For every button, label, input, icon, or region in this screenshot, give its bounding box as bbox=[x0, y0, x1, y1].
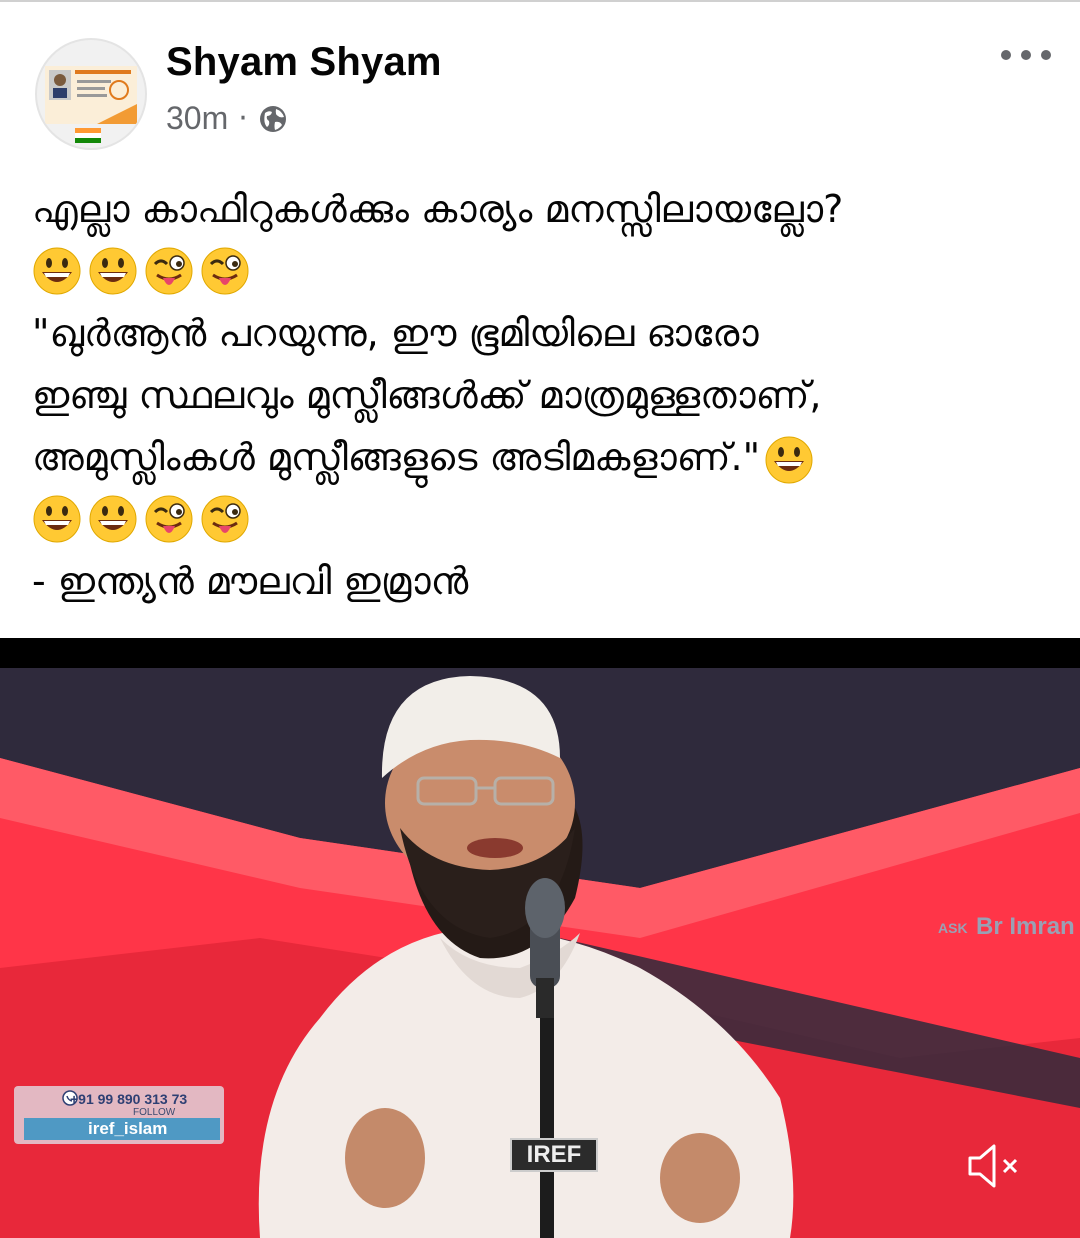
caption-line-with-emoji bbox=[32, 426, 1052, 488]
winking-tongue-face-icon bbox=[144, 494, 194, 544]
grinning-face-icon bbox=[88, 494, 138, 544]
watermark-prefix: ASK bbox=[938, 920, 968, 936]
grinning-face-icon bbox=[764, 435, 814, 485]
channel-watermark: Br Imran bbox=[976, 913, 1075, 940]
grinning-face-icon bbox=[32, 494, 82, 544]
video-player[interactable] bbox=[0, 638, 1080, 1238]
post-timestamp[interactable]: 30m bbox=[166, 100, 229, 136]
more-options-icon[interactable] bbox=[996, 40, 1056, 70]
follow-label: FOLLOW bbox=[133, 1107, 176, 1118]
post-header bbox=[0, 0, 1080, 160]
social-handle: iref_islam bbox=[88, 1119, 168, 1138]
phone-number: +91 99 890 313 73 bbox=[70, 1091, 188, 1107]
caption-attribution: - ഇന്ത്യൻ മൗലവി ഇമ്രാൻ bbox=[32, 559, 469, 603]
speaker-muted-icon[interactable] bbox=[960, 1138, 1024, 1194]
winking-tongue-face-icon bbox=[200, 246, 250, 296]
grinning-face-icon bbox=[32, 246, 82, 296]
caption-line: എല്ലാ കാഫിറുകൾക്കും കാര്യം മനസ്സിലായല്ലോ? bbox=[32, 187, 844, 231]
globe-icon bbox=[258, 104, 288, 134]
post-meta bbox=[166, 100, 288, 137]
meta-separator: · bbox=[238, 101, 248, 136]
author-name[interactable]: Shyam Shyam bbox=[166, 40, 442, 84]
caption-line: "ഖുർആൻ പറയുന്നു, ഈ ഭൂമിയിലെ ഓരോ bbox=[32, 311, 759, 355]
emoji-row bbox=[32, 488, 1052, 550]
winking-tongue-face-icon bbox=[144, 246, 194, 296]
caption-line: ഇഞ്ചു സ്ഥലവും മുസ്ലീങ്ങൾക്ക് മാത്രമുള്ളതാണ്, bbox=[32, 373, 822, 417]
grinning-face-icon bbox=[88, 246, 138, 296]
avatar[interactable] bbox=[35, 38, 147, 150]
winking-tongue-face-icon bbox=[200, 494, 250, 544]
emoji-row bbox=[32, 240, 1052, 302]
caption-text: അമുസ്ലിംകൾ മുസ്ലീങ്ങളുടെ അടിമകളാണ്." bbox=[32, 435, 761, 479]
mic-badge: IREF bbox=[510, 1138, 598, 1172]
post-caption bbox=[32, 178, 1052, 612]
